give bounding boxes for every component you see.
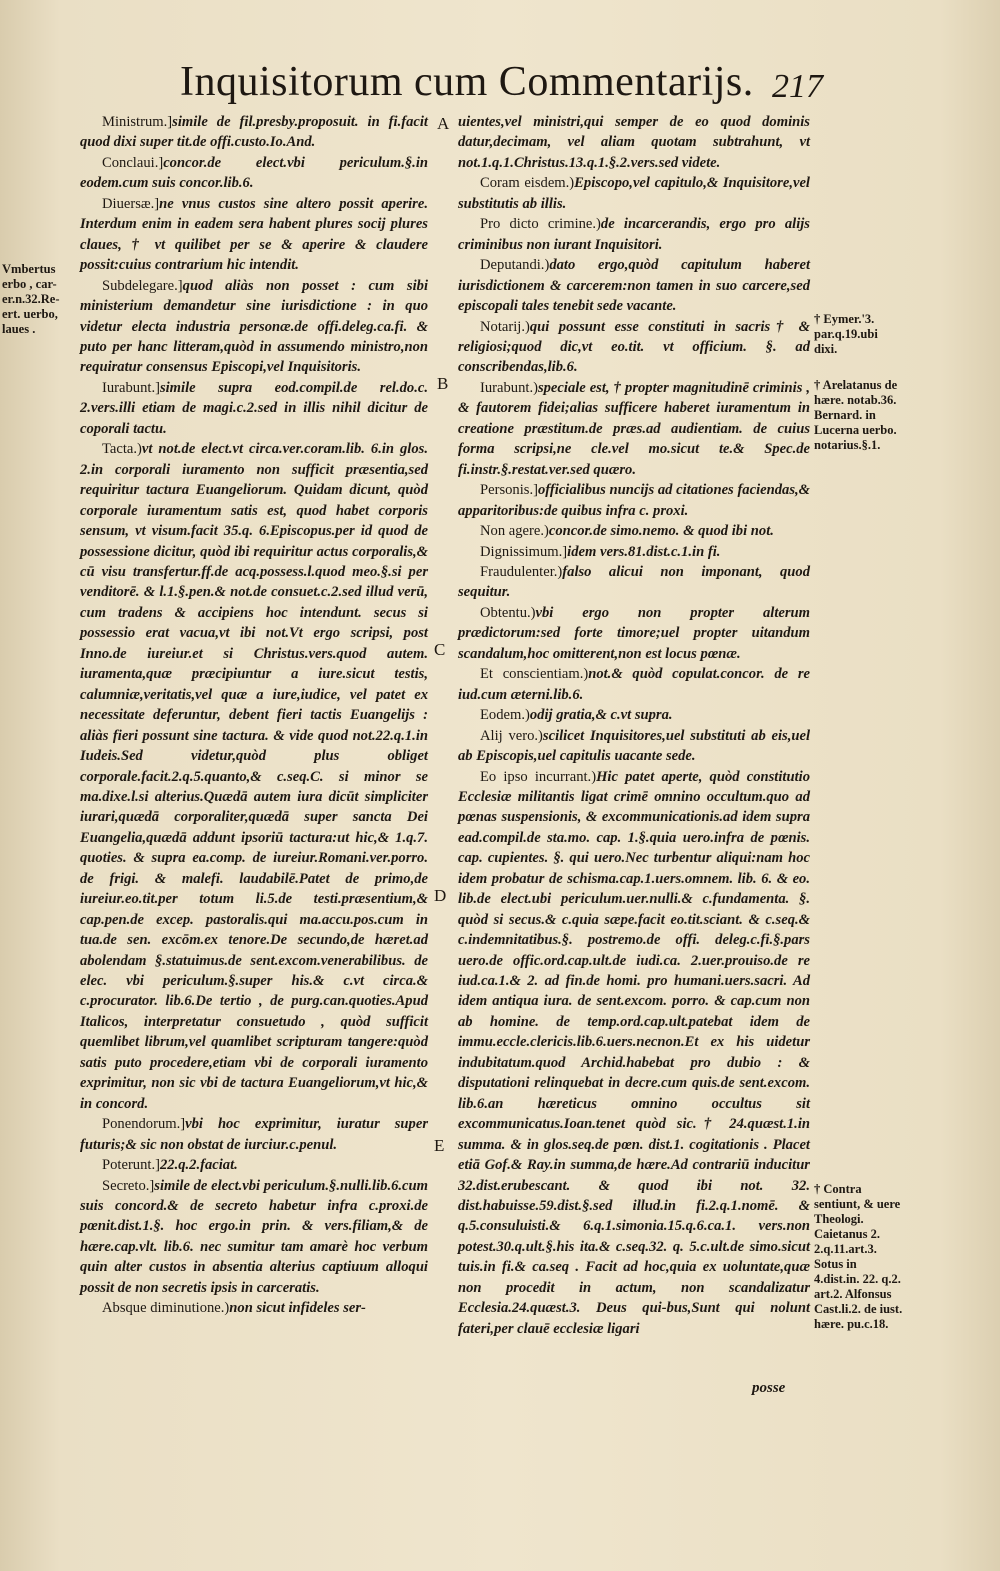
commentary-paragraph: Diuersæ.]ne vnus custos sine altero possit aperire. Interdum enim in eadem sera habent plures socij plures claues, † vt quilibet per se & aperire & claudere possit:cuius contrarium hic intendit.	[80, 195, 428, 274]
commentary-paragraph: Poterunt.]22.q.2.faciat.	[102, 1157, 238, 1174]
commentary-paragraph: uientes,vel ministri,qui semper de eo quod dominis datur,decimam, vel aliam quotam subtrahunt, vt not.1.q.1.Christus.13.q.1.§.2.vers.sed videte.	[458, 114, 810, 171]
commentary-paragraph: Et conscientiam.)not.& quòd copulat.concor. de re iud.cum æterni.lib.6.	[458, 666, 810, 703]
section-marker-e: E	[434, 1136, 445, 1155]
commentary-paragraph: Deputandi.)dato ergo,quòd capitulum haberet iurisdictionem & carcerem:non tamen in suo carcere,sed episcopali tales tenebit sede vacante.	[458, 257, 810, 315]
running-title: Inquisitorum cum Commentarijs.	[180, 59, 754, 105]
commentary-paragraph: Alij vero.)scilicet Inquisitores,uel substituti ab eis,uel ab Episcopis,uel capitulis uacante sede.	[458, 727, 810, 765]
commentary-paragraph: Personis.]officialibus nuncijs ad citationes faciendas,& apparitoribus:de quibus infra c. proxi.	[458, 482, 810, 519]
section-marker-b: B	[437, 374, 449, 393]
commentary-paragraph: Ponendorum.]vbi hoc exprimitur, iuratur super futuris;& sic non obstat de iurciur.c.penul.	[80, 1116, 428, 1153]
commentary-paragraph: Non agere.)concor.de simo.nemo. & quod ibi not.	[480, 523, 774, 540]
left-column	[80, 112, 428, 1319]
commentary-paragraph: Notarij.)qui possunt esse constituti in sacris† & religiosi;quod dic,vt eo.tit. vt officium. §. ad conscribendas,lib.6.	[458, 318, 810, 376]
right-margin-note-arelatanus: † Arelatanus de hære. notab.36. Bernard. in Lucerna uerbo. notarius.§.1.	[814, 378, 898, 452]
commentary-paragraph: Iurabunt.)speciale est, † propter magnitudinē criminis , & fautorem fidei;alias sufficere haberet iuramentum in creatione præstitum.de præs.ad audientiam. de cuius forma scripsi,ne cle.vel mo.sicut te.& Spec.de fi.instr.§.restat.ver.sed quæro.	[458, 379, 810, 478]
commentary-paragraph: Iurabunt.]simile supra eod.compil.de rel.do.c. 2.vers.illi etiam de magi.c.2.sed in illis nihil dicitur de coporali tactu.	[80, 379, 428, 437]
right-column	[458, 112, 810, 1339]
left-margin-note: Vmbertus erbo , car- er.n.32.Re- ert. uerbo, laues .	[2, 262, 60, 336]
right-margin-note-eymeric: † Eymer.'3. par.q.19.ubi dixi.	[814, 312, 878, 356]
right-margin-note-theologi: † Contra sentiunt, & uere Theologi. Caietanus 2. 2.q.11.art.3. Sotus in 4.dist.in. 22. q.2. art.2. Alfonsus Cast.li.2. de iust. hære. pu.c.18.	[814, 1182, 903, 1331]
commentary-paragraph: Secreto.]simile de elect.vbi periculum.§.nulli.lib.6.cum suis concord.& de secreto habetur infra c.proxi.de pœnit.dist.1.§. hoc ergo.in prin. & vers.filiam,& de hære.cap.vlt. lib.6. nec sumitur tam amarè hoc verbum quin alter custos in absentia alterius captiuum alloqui possit de non secretis ipsis in carceratis.	[80, 1177, 428, 1296]
commentary-paragraph: Eodem.)odij gratia,& c.vt supra.	[480, 707, 673, 724]
commentary-paragraph: Pro dicto crimine.)de incarcerandis, ergo pro alijs criminibus non iurant Inquisitori.	[458, 216, 810, 253]
commentary-paragraph: Absque diminutione.)non sicut infideles ser-	[102, 1300, 366, 1317]
commentary-paragraph: Ministrum.]simile de fil.presby.proposuit. in fi.facit quod dixi super tit.de offi.custo.Io.And.	[80, 114, 428, 151]
section-marker-d: D	[434, 886, 447, 905]
commentary-paragraph: Obtentu.)vbi ergo non propter alterum prædictorum:sed forte timore;uel propter uitandum scandalum,hoc omitterent,non est locus pœnæ.	[458, 604, 810, 662]
commentary-paragraph: Coram eisdem.)Episcopo,vel capitulo,& Inquisitore,vel substitutis ab illis.	[458, 175, 810, 212]
section-marker-c: C	[434, 640, 446, 659]
catchword: posse	[752, 1380, 786, 1396]
section-marker-a: A	[437, 114, 450, 133]
commentary-paragraph: Fraudulenter.)falso alicui non imponant, quod sequitur.	[458, 563, 810, 601]
commentary-paragraph: Conclaui.]concor.de elect.vbi periculum.§.in eodem.cum suis concor.lib.6.	[80, 154, 428, 192]
commentary-paragraph: Tacta.)vt not.de elect.vt circa.ver.coram.lib. 6.in glos. 2.in corporali iuramento non sufficit præsentia,sed requiritur tactura Euangeliorum. Quidam dicunt, quòd corporale iuramentum satis est, quod habet corporis sensum, vt visum.facit 35.q. 6.Episcopus.per id quod de possessione dicitur, quòd ibi requiritur actus corporalis,& cū visu transfertur.ff.de acq.possess.l.quod meo.§.si per venditorē. & l.1.§.pen.& not.de consuet.c.2.sed illud verū, cum tradens & accipiens hoc intendunt. secus si possessio erat vacua,vt ibi not.Vt ergo scripsi, post Inno.de iureiur.et si Christus.vers.quod autem. iuramenta,quæ præcipiuntur a iure.sicut testis, calumniæ,veritatis,vel quæ a iure,iudice, vel patet ex necessitate deferuntur, debent fieri tactis Euangelijs : aliàs fieri possunt sine tactura. & vide quod not.22.q.1.in Iudeis.Sed videtur,quòd plus obliget corporale.facit.2.q.5.quanto,& c.seq.C. si minor se ma.dixe.l.si alterius.Quædā autem iura dicūt simpliciter iurari,quædā corporaliter,quædā super sancta Dei Euangelia,quædā addunt ipsoriū tactura:ut hic,& 1.q.7. quoties. & supra ea.comp. de iureiur.Romani.ver.porro. de frigi. & malefi. laudabilē.Patet de primo,de iureiur.eo.tit.per totum li.5.de testi.præsentium,& cap.pen.de excep. pastoralis.qui ma.accu.pos.cum in tua.de sen. excōm.ex tenore.De secundo,de hæret.ad abolendam §.statuimus.de sent.excom.venerabilibus. de elec. vbi periculum.§.super his.& c.vt circa.& c.procurator. lib.6.De tertio , de purg.can.quoties.Apud Italicos, interpretatur consuetudo , quòd sufficit quemlibet librum,vel quamlibet scripturam tangere:quòd satis puto procedere,etiam vbi de corporali iuramento exprimitur, non sic vbi de tactura Euangeliorum,vt hic,& in concord.	[80, 441, 428, 1112]
commentary-paragraph: Dignissimum.]idem vers.81.dist.c.1.in fi.	[480, 543, 721, 560]
commentary-paragraph: Subdelegare.]quod aliàs non posset : cum sibi ministerium demandetur sine iurisdictione : in quo videtur electa industria personæ.de offi.deleg.ca.fi. & puto per hanc litteram,quòd in assumendo ministro,non requiratur consensus Episcopi,vel Inquisitoris.	[80, 277, 428, 376]
commentary-paragraph: Eo ipso incurrant.)Hic patet aperte, quòd constitutio Ecclesiæ militantis ligat crimē omnino occultum.quo ad pœnas suspensionis, & excommunicationis.ad idem supra ead.compil.de sta.mo. cap. 1.§.quia uero.infra de pœnis. cap. cupientes. §. qui uero.Nec turbentur aliqui:nam hoc idem probatur de schisma.cap.1.uers.omnem. lib. 6. & eo. lib.de elect.ubi periculum.uer.nulli.& c.fundamenta. §. quòd si secus.& c.quia sæpe.facit eo.tit.sciant. & c.seq.& c.indemnitatibus.§. postremo.de offi. deleg.c.fi.§.pars uero.de offic.ord.cap.ult.de iudi.ca. 2.uer.prouiso.de re iud.ca.1.& 2. ad fin.de homi. pro humani.uers.sacri. Ad idem antiqua iura. de sent.excom. porro. & cap.cum non ab homine. de temp.ord.cap.ult.patebat idem de immu.eccle.clericis.lib.6.uers.necnon.Et ex his uidetur indubitatum.quod Archid.habebat pro dubio : & disputationi relinquebat in decre.cum quis.de sent.excom. lib.6.an hæreticus omnino occultus sit excommunicatus.Ioan.tenet quòd sic.† 24.quæst.1.in summa. & in glos.seq.de pœn. dist.1. cogitationis . Placet etiā Gof.& Ray.in summa,de hære.Ad contrariū inducitur 32.dist.erubescant. & quod ibi not. 32. dist.habuisse.59.dist.§.sed illud.in fi.2.q.1.nomē. & q.5.consuluisti.& 6.q.1.simonia.15.q.6.ca.1. vers.non potest.30.q.ult.§.his ita.& c.seq.32. q. 5.c.ult.de simo.sicut tuis.in fi.& ca.seq . Facit ad hoc,quia ex uoluntate,quæ non procedit in actum, non scandalizatur Ecclesia.24.quæst.3. Deus qui-bus,Sunt qui nolunt fateri,per clauē ecclesiæ ligari	[458, 768, 810, 1337]
page-number: 217	[772, 68, 823, 105]
